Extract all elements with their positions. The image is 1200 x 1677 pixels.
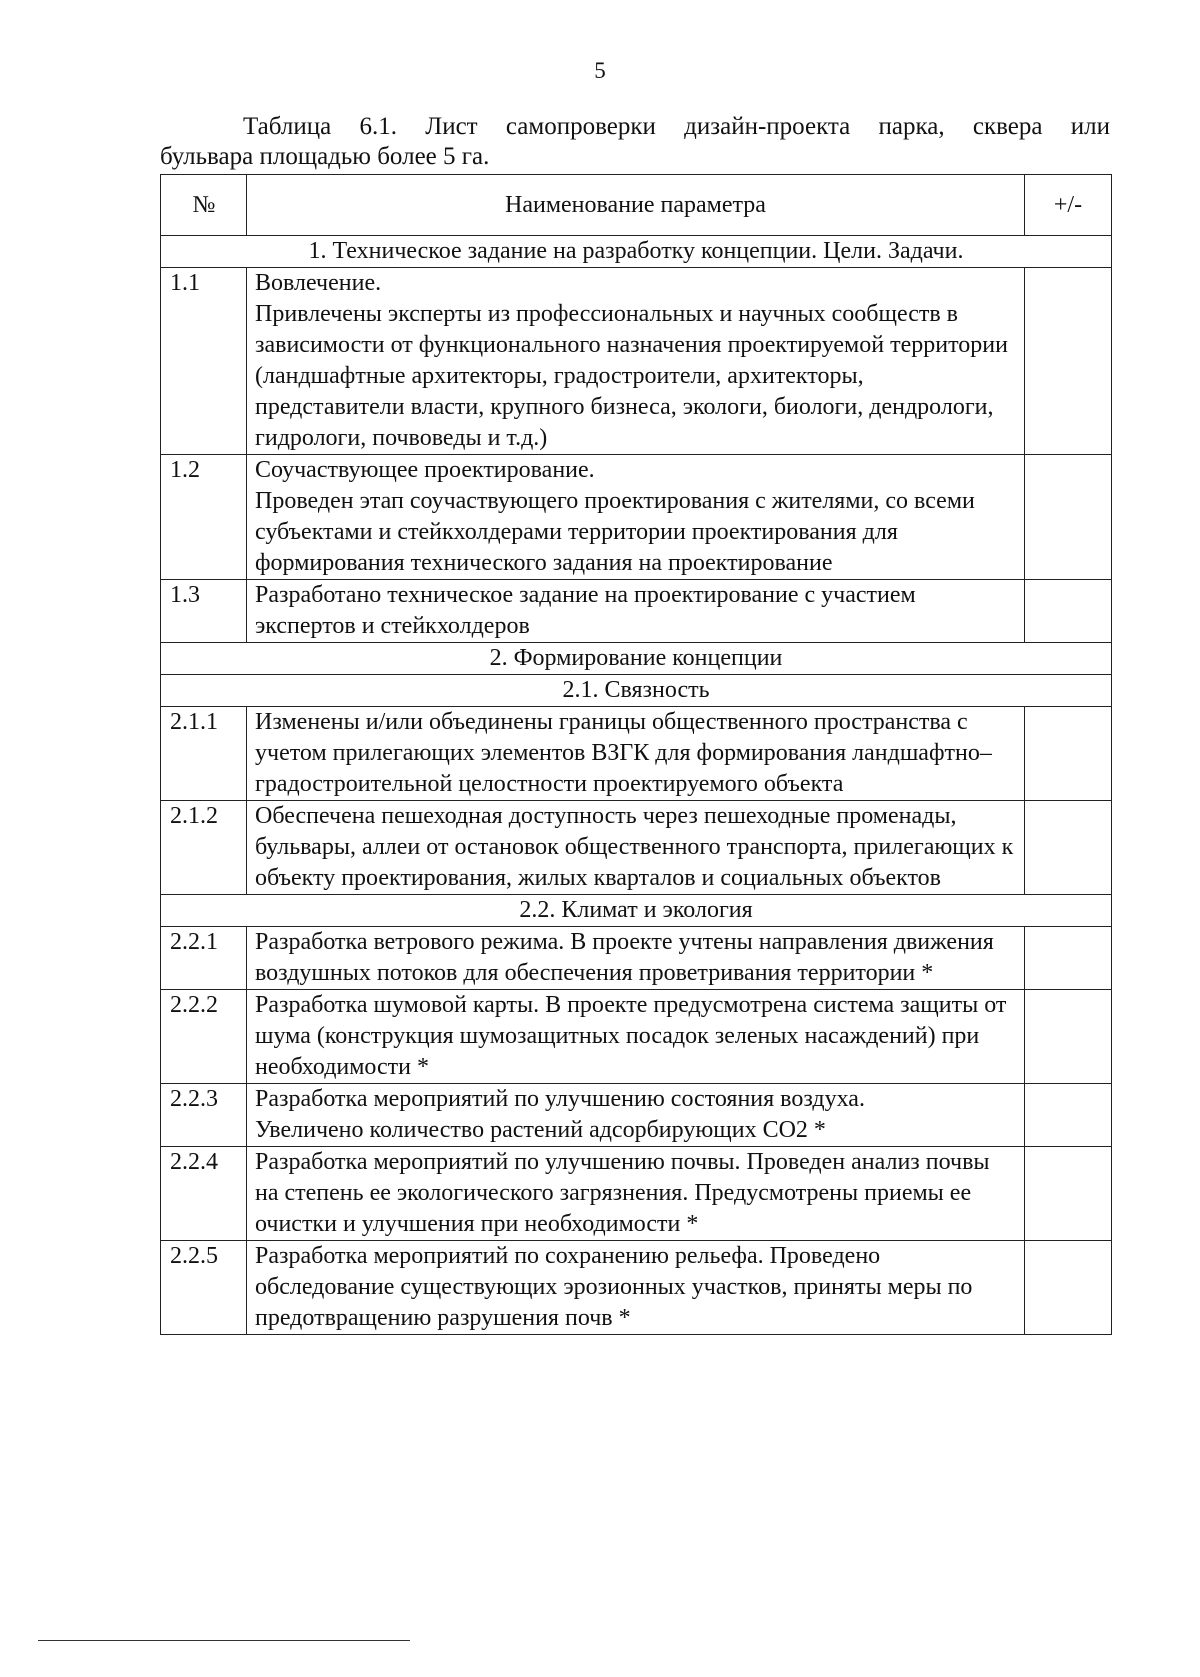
row-parameter	[247, 990, 1025, 1084]
table-row	[161, 580, 1112, 643]
header-mark: +/-	[1025, 175, 1112, 236]
table-row	[161, 801, 1112, 895]
parameter-text: Обеспечена пешеходная доступность через пешеходные променады, бульвары, аллеи от остановок общественного транспорта, прилегающих к объекту проектирования, жилых кварталов и социальных объектов	[255, 803, 1014, 891]
section-row	[161, 236, 1112, 268]
table-row	[161, 455, 1112, 580]
header-name: Наименование параметра	[247, 175, 1025, 236]
row-mark-cell[interactable]	[1025, 455, 1112, 580]
parameter-text: Разработка мероприятий по улучшению состояния воздуха.	[255, 1086, 865, 1112]
row-number: 1.2	[161, 455, 247, 580]
section-title: 2. Формирование концепции	[161, 643, 1112, 675]
row-mark-cell[interactable]	[1025, 801, 1112, 895]
row-number: 1.3	[161, 580, 247, 643]
table-row	[161, 1147, 1112, 1241]
parameter-text: Разработка мероприятий по улучшению почвы. Проведен анализ почвы на степень ее экологического загрязнения. Предусмотрены приемы ее очистки и улучшения при необходимости *	[255, 1149, 990, 1237]
row-mark-cell[interactable]	[1025, 990, 1112, 1084]
caption-line-1: Таблица 6.1. Лист самопроверки дизайн-проекта парка, сквера или	[243, 113, 1110, 140]
self-check-table	[160, 174, 1112, 1335]
section-row	[161, 643, 1112, 675]
row-mark-cell[interactable]	[1025, 1241, 1112, 1335]
table-row	[161, 990, 1112, 1084]
row-mark-cell[interactable]	[1025, 707, 1112, 801]
row-number: 2.2.5	[161, 1241, 247, 1335]
parameter-text: Вовлечение.	[255, 270, 382, 296]
section-title: 2.2. Климат и экология	[161, 895, 1112, 927]
parameter-text: Разработано техническое задание на проектирование с участием экспертов и стейкхолдеров	[255, 582, 916, 639]
row-number: 1.1	[161, 268, 247, 455]
row-parameter	[247, 707, 1025, 801]
table-header-row	[161, 175, 1112, 236]
row-parameter	[247, 268, 1025, 455]
row-number: 2.2.3	[161, 1084, 247, 1147]
footnote-rule	[38, 1640, 410, 1641]
parameter-text: Увеличено количество растений адсорбирующих СО2 *	[255, 1117, 826, 1143]
parameter-text: Разработка ветрового режима. В проекте учтены направления движения воздушных потоков для обеспечения проветривания территории *	[255, 929, 994, 986]
section-title: 1. Техническое задание на разработку концепции. Цели. Задачи.	[161, 236, 1112, 268]
section-row	[161, 675, 1112, 707]
row-number: 2.1.2	[161, 801, 247, 895]
row-parameter	[247, 455, 1025, 580]
row-parameter	[247, 801, 1025, 895]
table-row	[161, 268, 1112, 455]
row-number: 2.2.4	[161, 1147, 247, 1241]
table-row	[161, 1084, 1112, 1147]
table-caption	[160, 112, 1110, 172]
row-mark-cell[interactable]	[1025, 580, 1112, 643]
row-parameter	[247, 1147, 1025, 1241]
row-parameter	[247, 1241, 1025, 1335]
caption-line-2: бульвара площадью более 5 га.	[160, 143, 490, 170]
table-row	[161, 927, 1112, 990]
row-parameter	[247, 1084, 1025, 1147]
row-mark-cell[interactable]	[1025, 1084, 1112, 1147]
row-parameter	[247, 927, 1025, 990]
row-mark-cell[interactable]	[1025, 268, 1112, 455]
row-number: 2.1.1	[161, 707, 247, 801]
table-row	[161, 707, 1112, 801]
page-number: 5	[594, 58, 606, 83]
row-number: 2.2.1	[161, 927, 247, 990]
parameter-text: Соучаствующее проектирование.	[255, 457, 595, 483]
row-number: 2.2.2	[161, 990, 247, 1084]
row-mark-cell[interactable]	[1025, 927, 1112, 990]
table-row	[161, 1241, 1112, 1335]
header-num: №	[161, 175, 247, 236]
parameter-text: Изменены и/или объединены границы общественного пространства с учетом прилегающих элементов ВЗГК для формирования ландшафтно– градостроительной целостности проектируемого объекта	[255, 709, 992, 797]
row-parameter	[247, 580, 1025, 643]
parameter-text: Разработка шумовой карты. В проекте предусмотрена система защиты от шума (конструкция шумозащитных посадок зеленых насаждений) при необходимости *	[255, 992, 1007, 1080]
parameter-text: Проведен этап соучаствующего проектирования с жителями, со всеми субъектами и стейкхолдерами территории проектирования для формирования технического задания на проектирование	[255, 488, 975, 576]
section-row	[161, 895, 1112, 927]
row-mark-cell[interactable]	[1025, 1147, 1112, 1241]
parameter-text: Привлечены эксперты из профессиональных и научных сообществ в зависимости от функционального назначения проектируемой территории (ландшафтные архитекторы, градостроители, архитекторы, представители власти, крупного бизнеса, экологи, биологи, дендрологи, гидрологи, почвоведы и т.д.)	[255, 301, 1008, 451]
section-title: 2.1. Связность	[161, 675, 1112, 707]
parameter-text: Разработка мероприятий по сохранению рельефа. Проведено обследование существующих эрозионных участков, приняты меры по предотвращению разрушения почв *	[255, 1243, 973, 1331]
